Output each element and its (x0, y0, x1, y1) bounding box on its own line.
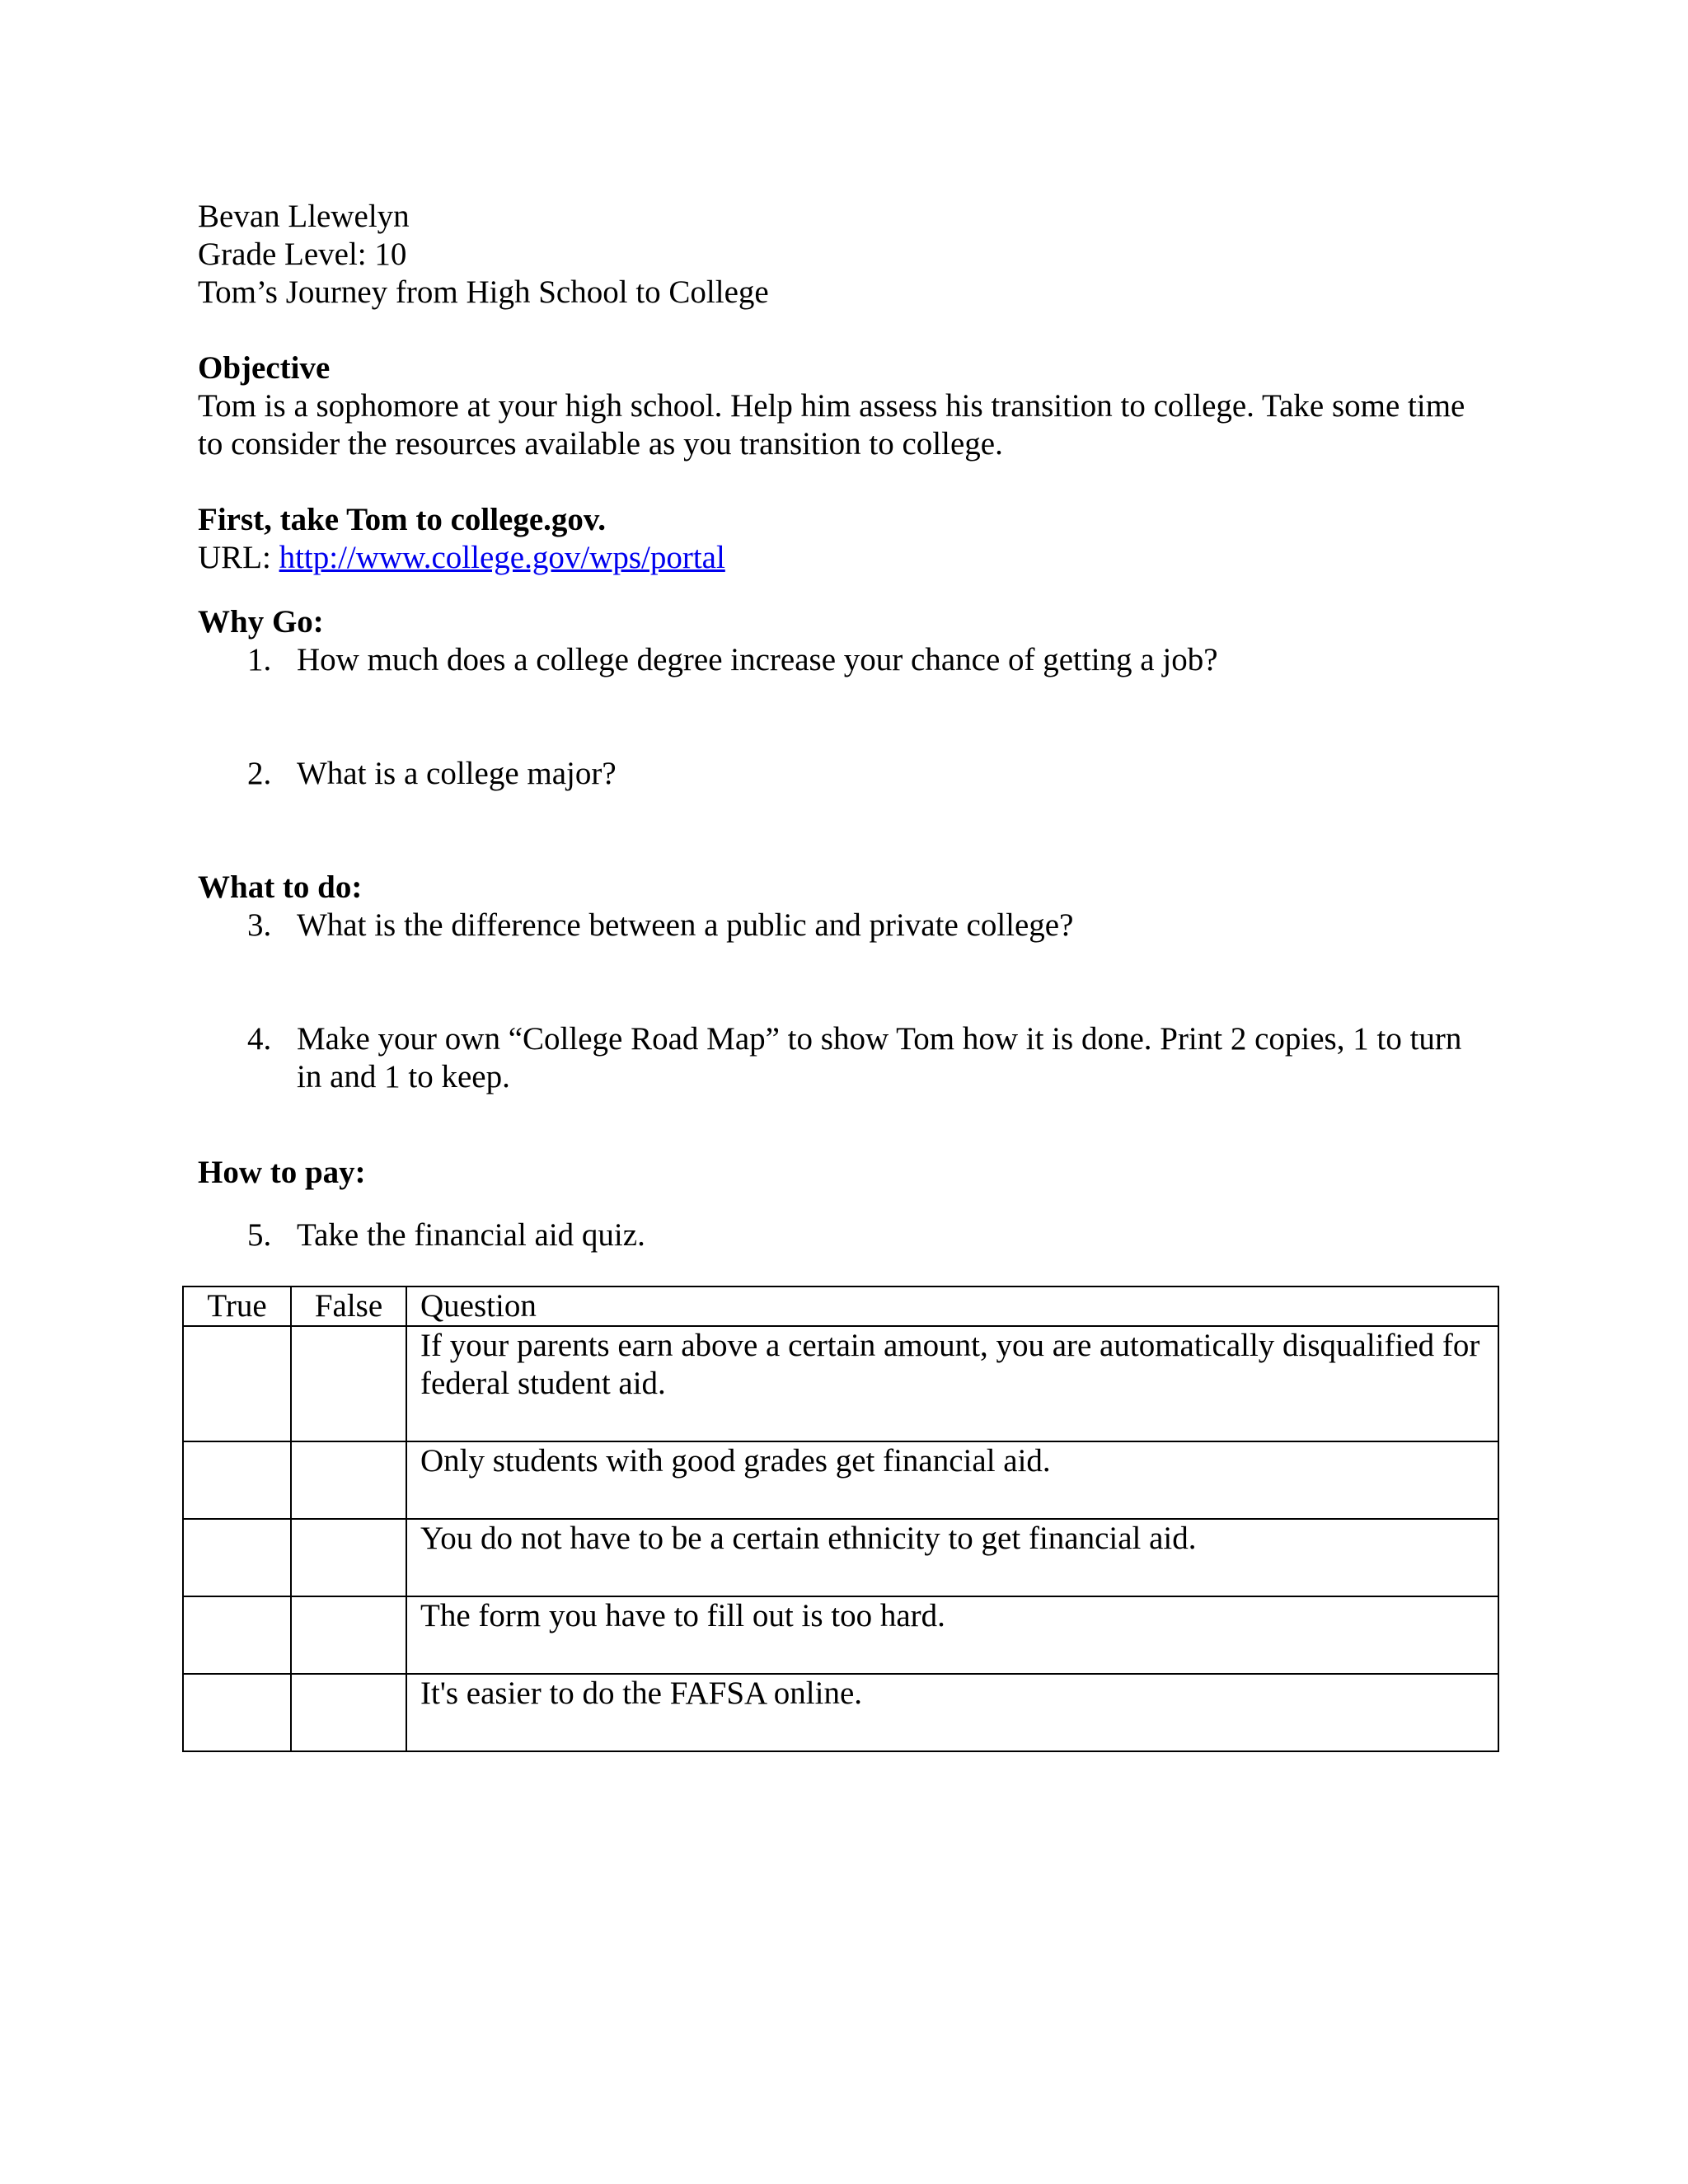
question-text: Take the financial aid quiz. (297, 1217, 645, 1253)
false-answer-cell[interactable] (291, 1519, 406, 1596)
item-number: 4. (247, 1021, 272, 1057)
false-answer-cell[interactable] (291, 1441, 406, 1519)
document-title: Tom’s Journey from High School to College (198, 274, 769, 310)
item-number: 2. (247, 756, 272, 791)
true-answer-cell[interactable] (183, 1441, 291, 1519)
question-text: Make your own “College Road Map” to show Tom how it is done. Print 2 copies, 1 to turn in and 1 to keep. (297, 1021, 1462, 1094)
financial-aid-quiz-table (182, 1286, 1499, 1752)
item-number: 5. (247, 1217, 272, 1253)
objective-heading: Objective (198, 350, 331, 386)
college-gov-link[interactable]: http://www.college.gov/wps/portal (279, 540, 725, 575)
column-header-false: False (291, 1286, 406, 1326)
item-number: 3. (247, 907, 272, 943)
table-row (183, 1441, 1498, 1519)
table-row (183, 1596, 1498, 1674)
table-row (183, 1326, 1498, 1441)
question-cell: It's easier to do the FAFSA online. (406, 1674, 1498, 1751)
item-number: 1. (247, 642, 272, 677)
how-to-pay-heading: How to pay: (198, 1155, 366, 1190)
objective-text: Tom is a sophomore at your high school. Help him assess his transition to college. Take some time to consider the resources available as you transition to college. (198, 388, 1465, 462)
what-to-do-heading: What to do: (198, 869, 363, 905)
column-header-question: Question (406, 1286, 1498, 1326)
question-text: What is the difference between a public and private college? (297, 907, 1074, 943)
question-text: How much does a college degree increase your chance of getting a job? (297, 642, 1218, 677)
author-name: Bevan Llewelyn (198, 199, 410, 234)
true-answer-cell[interactable] (183, 1674, 291, 1751)
table-row (183, 1519, 1498, 1596)
first-step-heading: First, take Tom to college.gov. (198, 502, 607, 537)
url-label: URL: (198, 540, 279, 575)
question-cell: You do not have to be a certain ethnicity to get financial aid. (406, 1519, 1498, 1596)
false-answer-cell[interactable] (291, 1596, 406, 1674)
question-cell: The form you have to fill out is too hard. (406, 1596, 1498, 1674)
table-row (183, 1674, 1498, 1751)
false-answer-cell[interactable] (291, 1326, 406, 1441)
question-cell: Only students with good grades get financial aid. (406, 1441, 1498, 1519)
question-text: What is a college major? (297, 756, 617, 791)
true-answer-cell[interactable] (183, 1519, 291, 1596)
grade-level: Grade Level: 10 (198, 237, 407, 272)
true-answer-cell[interactable] (183, 1326, 291, 1441)
why-go-heading: Why Go: (198, 604, 324, 640)
question-cell: If your parents earn above a certain amount, you are automatically disqualified for federal student aid. (406, 1326, 1498, 1441)
column-header-true: True (183, 1286, 291, 1326)
false-answer-cell[interactable] (291, 1674, 406, 1751)
true-answer-cell[interactable] (183, 1596, 291, 1674)
url-line (198, 539, 725, 577)
table-header-row (183, 1286, 1498, 1326)
